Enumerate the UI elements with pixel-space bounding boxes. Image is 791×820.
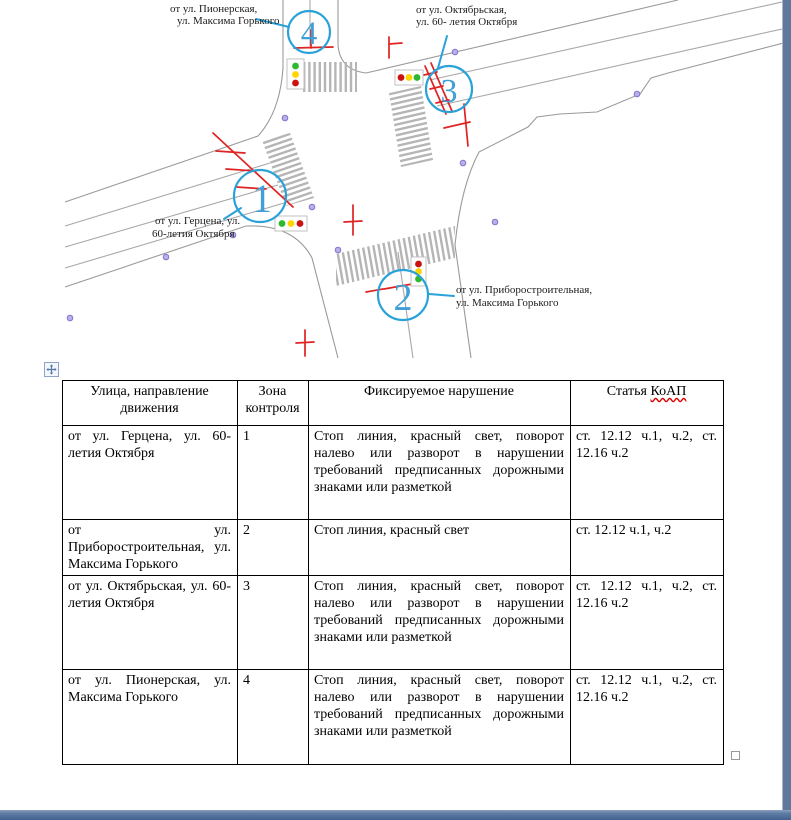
header-article: Статья КоАП (571, 381, 724, 426)
camera-dot (460, 160, 466, 166)
camera-dot (309, 204, 315, 210)
move-icon (46, 364, 57, 375)
header-street: Улица, направление движения (63, 381, 238, 426)
street-label-zone-2-line-1: от ул. Приборостроительная, (456, 284, 593, 296)
traffic-light-icon-north (287, 59, 304, 89)
camera-dot (282, 115, 288, 121)
street-label-zone-4-line-1: от ул. Пионерская, (170, 3, 258, 15)
cell-article: ст. 12.12 ч.1, ч.2 (571, 520, 724, 576)
violations-table-body (63, 426, 724, 765)
crosswalk-east (389, 86, 433, 167)
zone-number-2: 2 (393, 277, 413, 319)
street-label-zone-1-line-2: 60-летия Октября (152, 228, 235, 240)
street-label-zone-3-line-1: от ул. Октябрьская, (416, 4, 507, 16)
cell-article: ст. 12.12 ч.1, ч.2, ст. 12.16 ч.2 (571, 426, 724, 520)
zone-number-3: 3 (440, 73, 458, 110)
cell-zone: 3 (238, 576, 309, 670)
spellcheck-underlined-word: КоАП (650, 384, 687, 399)
cell-street: от ул. Октябрьская, ул. 60-летия Октября (63, 576, 238, 670)
table-row (63, 670, 724, 765)
camera-dot (163, 254, 169, 260)
table-resize-handle[interactable] (731, 751, 740, 760)
leader-line-zone-3 (438, 36, 447, 68)
zone-number-4: 4 (300, 16, 318, 52)
table-row (63, 576, 724, 670)
street-label-zone-2-line-2: ул. Максима Горького (456, 297, 559, 309)
table-row (63, 520, 724, 576)
table-header-row (63, 381, 724, 426)
cell-violation: Стоп линия, красный свет, поворот налево или разворот в нарушении требований предписанных дорожными знаками или разметкой (309, 670, 571, 765)
intersection-diagram (0, 0, 791, 368)
cell-street: от ул. Пионерская, ул. Максима Горького (63, 670, 238, 765)
camera-dot (335, 247, 341, 253)
cell-violation: Стоп линия, красный свет (309, 520, 571, 576)
cell-street: от ул. Приборостроительная, ул. Максима Горького (63, 520, 238, 576)
zone-number-1: 1 (252, 176, 272, 221)
cell-violation: Стоп линия, красный свет, поворот налево или разворот в нарушении требований предписанных дорожными знаками или разметкой (309, 426, 571, 520)
road-northeast-bottom-edge (455, 41, 791, 358)
camera-dot (67, 315, 73, 321)
window-right-edge (782, 0, 791, 820)
road-southwest-bottom-edge (65, 226, 338, 358)
cell-article: ст. 12.12 ч.1, ч.2, ст. 12.16 ч.2 (571, 576, 724, 670)
street-label-zone-4-line-2: ул. Максима Горького (177, 15, 280, 27)
traffic-light-icon-west (275, 216, 307, 231)
camera-dot (492, 219, 498, 225)
table-move-handle[interactable] (44, 362, 59, 377)
cell-zone: 1 (238, 426, 309, 520)
violations-table (62, 380, 724, 765)
header-violation: Фиксируемое нарушение (309, 381, 571, 426)
street-label-zone-3-line-2: ул. 60- летия Октября (416, 16, 518, 28)
cell-zone: 4 (238, 670, 309, 765)
camera-dot (452, 49, 458, 55)
table-row (63, 426, 724, 520)
leader-line-zone-2 (429, 294, 454, 296)
window-bottom-edge (0, 810, 791, 820)
cell-zone: 2 (238, 520, 309, 576)
cell-violation: Стоп линия, красный свет, поворот налево или разворот в нарушении требований предписанных дорожными знаками или разметкой (309, 576, 571, 670)
crosswalk-north (303, 62, 357, 92)
cell-article: ст. 12.12 ч.1, ч.2, ст. 12.16 ч.2 (571, 670, 724, 765)
traffic-light-icon-east (395, 70, 423, 85)
street-label-zone-1-line-1: от ул. Герцена, ул. (155, 215, 241, 227)
road-outlines (65, 0, 791, 358)
cell-street: от ул. Герцена, ул. 60-летия Октября (63, 426, 238, 520)
camera-dot (634, 91, 640, 97)
header-zone: Зона контроля (238, 381, 309, 426)
